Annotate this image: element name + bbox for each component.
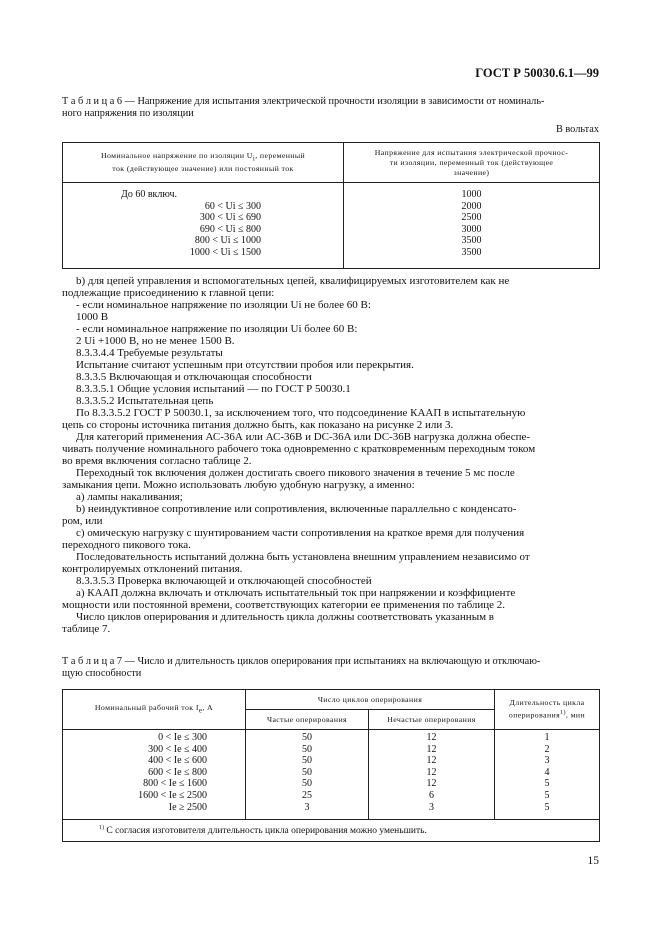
table7-caption-line1: Т а б л и ц а 7 — Число и длительность циклов оперирования при испытаниях на включающую и отключаю- [62, 656, 541, 667]
table7-col4-header [495, 690, 600, 730]
table7-infrequent-value: 12 [426, 743, 437, 755]
table6-caption-line1: Т а б л и ц а 6 — Напряжение для испытания электрической прочности изоляции в зависимости от номиналь- [62, 96, 545, 107]
table7-duration-value: 5 [544, 778, 550, 790]
table7-frequent-value: 50 [302, 732, 312, 743]
table7-frequent-value: 50 [302, 766, 312, 778]
paragraph-line: Испытание считают успешным при отсутствии пробоя или перекрытия. [76, 359, 414, 371]
table7-frequent-value: 3 [304, 801, 310, 813]
table6-col2-header-line1: Напряжение для испытания электрической прочнос- [374, 147, 569, 157]
paragraph-line: подлежащие присоединению к главной цепи: [62, 287, 275, 299]
paragraph-line: 2 Ui +1000 В, но не менее 1500 В. [76, 335, 235, 347]
paragraph-line: Последовательность испытаний должна быть установлена внешним управлением независимо от [76, 551, 530, 563]
table6-range-4: 800 < Ui ≤ 1000 [194, 235, 261, 247]
table7-duration-value: 5 [544, 789, 550, 801]
table7-ranges-cell [63, 730, 246, 820]
paragraph-line: мощности или постоянной времени, соответствующих категории ее применения по таблице 2. [62, 599, 506, 611]
table7-col4-header-tail: , мин [565, 710, 586, 720]
table7-caption [62, 656, 602, 680]
table7-frequent-cell [246, 730, 369, 820]
table7-duration-value: 5 [544, 801, 550, 813]
table7-col4-header-line1: Длительность цикла [509, 698, 585, 708]
table7-col4-header-line2: оперирования [508, 710, 561, 720]
footnote-mark: 1) [560, 710, 566, 717]
paragraph-line: - если номинальное напряжение по изоляции Ui более 60 В: [76, 323, 358, 335]
table7-frequent-value: 25 [302, 789, 312, 801]
paragraph-line: контролируемых отклонений питания. [62, 563, 243, 575]
table6-col1-header [63, 143, 344, 183]
table7-range: 400 < Ie ≤ 600 [148, 755, 207, 767]
page-number: 15 [587, 855, 599, 867]
table7-sub-col1-header: Частые оперирования [246, 710, 369, 730]
table7-range: 600 < Ie ≤ 800 [148, 766, 207, 778]
section-heading: 8.3.3.5.2 Испытательная цепь [76, 395, 214, 407]
table7-range: 300 < Ie ≤ 400 [148, 743, 207, 755]
table7-frequent [246, 732, 368, 813]
table7-duration-value: 2 [544, 743, 550, 755]
list-item: с) омическую нагрузку с шунтированием части сопротивления на краткое время для получения [76, 527, 525, 539]
paragraph-line: 1000 В [76, 311, 109, 323]
document-header: ГОСТ Р 50030.6.1—99 [475, 66, 599, 80]
table7-group-header: Число циклов оперирования [246, 690, 495, 710]
table7-duration-value: 1 [544, 732, 550, 743]
table6-range-2: 300 < Ui ≤ 690 [199, 212, 261, 224]
table6-value-2: 2500 [461, 212, 482, 224]
table7-range: 1600 < Ie ≤ 2500 [138, 789, 207, 801]
table7-infrequent-value: 12 [426, 766, 437, 778]
paragraph-line: - если номинальное напряжение по изоляции Ui не более 60 В: [76, 299, 371, 311]
table7-range: 800 < Ie ≤ 1600 [143, 778, 207, 790]
table6-col2-header-line2: ти изоляции, переменный ток (действующее [389, 157, 554, 167]
table7-range: 0 < Ie ≤ 300 [158, 732, 207, 743]
list-item: ром, или [62, 515, 103, 527]
table6-range-5: 1000 < Ui ≤ 1500 [189, 246, 261, 258]
table6-range-3: 690 < Ui ≤ 800 [199, 223, 261, 235]
table7-caption-line2: щую способности [62, 668, 142, 679]
table7-footnote-text: С согласия изготовителя длительность цикла оперирования можно уменьшить. [104, 826, 427, 837]
table6-unit: В вольтах [555, 124, 599, 135]
table6-caption [62, 96, 602, 120]
table6-value-3: 3000 [461, 223, 482, 235]
table7-infrequent-value: 12 [426, 778, 437, 790]
table7-frequent-value: 50 [302, 755, 312, 767]
table6-ranges [121, 189, 261, 259]
table7-infrequent [369, 732, 494, 813]
table7-infrequent-value: 6 [429, 789, 434, 801]
table7-col1-header-sub: e [198, 706, 203, 715]
table7-infrequent-value: 3 [429, 801, 434, 813]
paragraph-line: а) КААП должна включать и отключать испытательный ток при напряжении и коэффициенте [76, 587, 516, 599]
paragraph-line: цепь со стороны источника питания должно быть, как показано на рисунке 2 или 3. [62, 419, 454, 431]
table6-range-0: До 60 включ. [121, 189, 178, 200]
table6-range-1: 60 < Ui ≤ 300 [204, 200, 261, 212]
table6-value-4: 3500 [461, 235, 482, 247]
table7-infrequent-cell [369, 730, 495, 820]
footnote-mark: 1) [99, 824, 104, 831]
table7-infrequent-value: 12 [426, 755, 437, 767]
body-text [62, 276, 602, 666]
list-item: а) лампы накаливания; [76, 491, 183, 503]
list-item: переходного пикового тока. [62, 539, 191, 551]
table7-sub-col2-header: Нечастые оперирования [369, 710, 495, 730]
paragraph-line: По 8.3.3.5.2 ГОСТ Р 50030.1, за исключением того, что подсоединение КААП в испытательную [76, 407, 526, 419]
paragraph-line: таблице 7. [62, 623, 111, 635]
table6-col1-header-sub: i [252, 154, 256, 163]
paragraph-line: b) для цепей управления и вспомогательных цепей, квалифицируемых изготовителем как не [76, 275, 510, 287]
table6-col1-header-line2: ток (действующее значение) или постоянный ток [112, 163, 294, 173]
table7-duration-value: 3 [544, 755, 550, 767]
table6-value-1: 2000 [461, 200, 482, 212]
paragraph-line: чивать получение номинального рабочего тока одновременно с кратковременным переходным током [62, 443, 536, 455]
table7-col1-header-tail: , А [202, 703, 214, 713]
table6-values-cell [344, 183, 600, 269]
table7-col1-header [63, 690, 246, 730]
table6-ranges-cell [63, 183, 344, 269]
paragraph-line: Число циклов оперирования и длительность цикла должны соответствовать указанным в [76, 611, 494, 623]
table6-values [344, 189, 599, 259]
table7-ranges [67, 732, 207, 813]
paragraph-line: Для категорий применения АС-36А или АС-36В и DC-36A или DC-36B нагрузка должна обеспе- [76, 431, 531, 443]
section-heading: 8.3.3.5.3 Проверка включающей и отключающей способностей [76, 575, 372, 587]
list-item: b) неиндуктивное сопротивление или сопротивления, включенные параллельно с конденсато- [76, 503, 517, 515]
table7-duration [495, 732, 599, 813]
table7-duration-value: 4 [544, 766, 550, 778]
table7-infrequent-value: 12 [426, 732, 437, 743]
table7 [62, 689, 600, 842]
table6-value-0: 1000 [461, 189, 482, 200]
table6-col1-header-text: Номинальное напряжение по изоляции U [100, 151, 253, 161]
table6-col1-header-tail: , переменный [255, 151, 306, 161]
table7-frequent-value: 50 [302, 778, 312, 790]
table7-duration-cell [495, 730, 600, 820]
table6-caption-line2: ного напряжения по изоляции [62, 108, 194, 119]
section-heading: 8.3.3.5 Включающая и отключающая способности [76, 371, 312, 383]
section-heading: 8.3.3.5.1 Общие условия испытаний — по ГОСТ Р 50030.1 [76, 383, 351, 395]
table6-value-5: 3500 [461, 246, 482, 258]
paragraph-line: замыкания цепи. Можно использовать любую удобную нагрузку, а именно: [62, 479, 415, 491]
table6-col2-header-line3: значение) [453, 167, 490, 177]
section-heading: 8.3.3.4.4 Требуемые результаты [76, 347, 223, 359]
table7-range: Ie ≥ 2500 [168, 801, 207, 813]
paragraph-line: во время включения согласно таблице 2. [62, 455, 252, 467]
table6-col2-header [344, 143, 600, 183]
table7-col1-header-text: Номинальный рабочий ток I [94, 703, 199, 713]
paragraph-line: Переходный ток включения должен достигать своего пикового значения в течение 5 мс после [76, 467, 515, 479]
table6 [62, 142, 600, 269]
table7-footnote [63, 820, 600, 842]
table7-frequent-value: 50 [302, 743, 312, 755]
